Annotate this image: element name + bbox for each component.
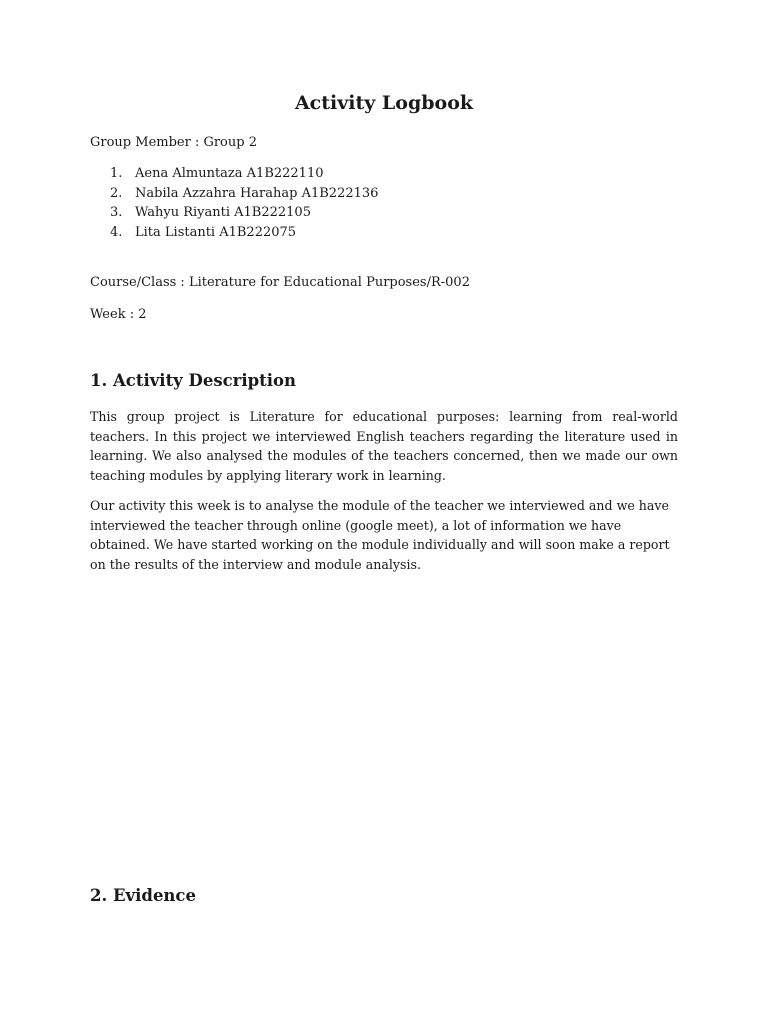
list-number: 2. (110, 185, 123, 201)
list-item (110, 164, 378, 184)
week-line: Week : 2 (90, 307, 147, 322)
section-heading-activity-description: 1. Activity Description (90, 371, 297, 390)
member-name: Aena Almuntaza A1B222110 (135, 166, 324, 181)
list-number: 3. (110, 205, 123, 220)
activity-paragraph-1: This group project is Literature for educational purposes: learning from real-world teachers. In this project we interviewed English teachers regarding the literature used in learning. We also analysed the modules of the teachers concerned, then we made our own teaching modules by applying literary work in learning. (90, 409, 678, 483)
member-name: Nabila Azzahra Harahap A1B222136 (135, 185, 379, 201)
list-number: 4. (110, 224, 123, 240)
list-item (110, 184, 378, 204)
list-number: 1. (110, 166, 123, 181)
member-name: Wahyu Riyanti A1B222105 (135, 205, 311, 220)
list-item (110, 223, 378, 243)
list-item (110, 203, 378, 223)
section-heading-evidence: 2. Evidence (90, 886, 196, 905)
page-title: Activity Logbook (294, 92, 474, 114)
member-name: Lita Listanti A1B222075 (135, 224, 297, 240)
member-list (110, 164, 378, 242)
group-member-line: Group Member : Group 2 (90, 135, 257, 150)
course-line: Course/Class : Literature for Educational Purposes/R-002 (90, 275, 470, 290)
activity-paragraph-2: Our activity this week is to analyse the module of the teacher we interviewed and we have interviewed the teacher through online (google meet), a lot of information we have obtained. We have started working on the module individually and will soon make a report on the results of the interview and module analysis. (90, 498, 670, 572)
